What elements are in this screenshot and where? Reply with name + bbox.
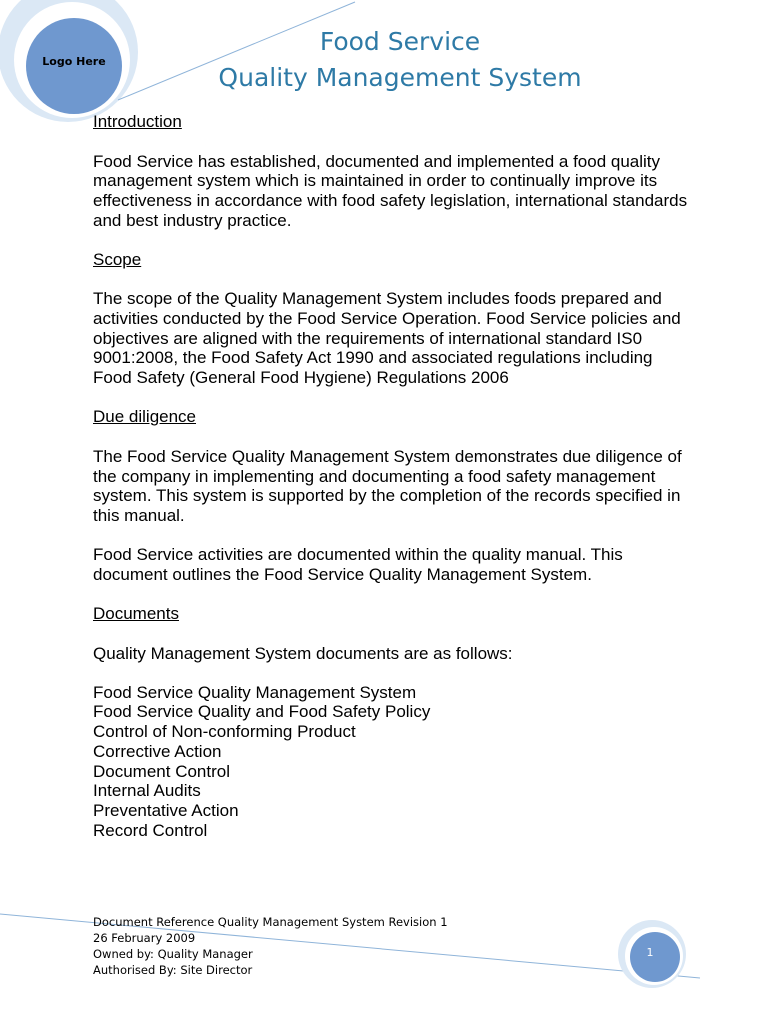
documents-intro: Quality Management System documents are as follows:	[93, 643, 513, 663]
document-body	[93, 112, 693, 840]
list-item: Food Service Quality and Food Safety Policy	[93, 702, 431, 722]
list-item: Control of Non-conforming Product	[93, 722, 356, 742]
scope-paragraph: The scope of the Quality Management System includes foods prepared and activities conducted by the Food Service Operation. Food Service policies and objectives are aligned with the requirements of international standard IS0 9001:2008, the Food Safety Act 1990 and associated regulations including Food Safety (General Food Hygiene) Regulations 2006	[93, 289, 681, 388]
list-item: Document Control	[93, 761, 231, 781]
footer-date: 26 February 2009	[93, 931, 196, 945]
due-diligence-paragraph-2: Food Service activities are documented within the quality manual. This document outlines the Food Service Quality Management System.	[93, 545, 623, 584]
page-title	[200, 24, 600, 96]
title-line-1: Food Service	[319, 27, 481, 56]
footer-authoriser: Authorised By: Site Director	[93, 963, 253, 977]
footer-reference: Document Reference Quality Management System Revision 1	[93, 915, 448, 929]
list-item: Preventative Action	[93, 800, 239, 820]
scope-heading: Scope	[93, 249, 142, 269]
list-item: Record Control	[93, 820, 208, 840]
documents-heading: Documents	[93, 604, 179, 624]
page-number: 1	[646, 946, 654, 959]
list-item: Food Service Quality Management System	[93, 682, 417, 702]
introduction-heading: Introduction	[93, 112, 182, 131]
list-item: Corrective Action	[93, 741, 222, 761]
footer-owner: Owned by: Quality Manager	[93, 947, 253, 961]
page-footer	[93, 914, 513, 978]
title-line-2: Quality Management System	[218, 63, 582, 92]
introduction-paragraph: Food Service has established, documented and implemented a food quality management system which is maintained in order to continually improve its effectiveness in accordance with food safety legislation, international standards and best industry practice.	[93, 151, 688, 230]
logo-placeholder: Logo Here	[42, 55, 106, 68]
list-item: Internal Audits	[93, 781, 201, 801]
due-diligence-heading: Due diligence	[93, 407, 197, 427]
due-diligence-paragraph-1: The Food Service Quality Management System demonstrates due diligence of the company in implementing and documenting a food safety management system. This system is supported by the completion of the records specified in this manual.	[93, 446, 682, 525]
documents-list	[93, 683, 693, 841]
